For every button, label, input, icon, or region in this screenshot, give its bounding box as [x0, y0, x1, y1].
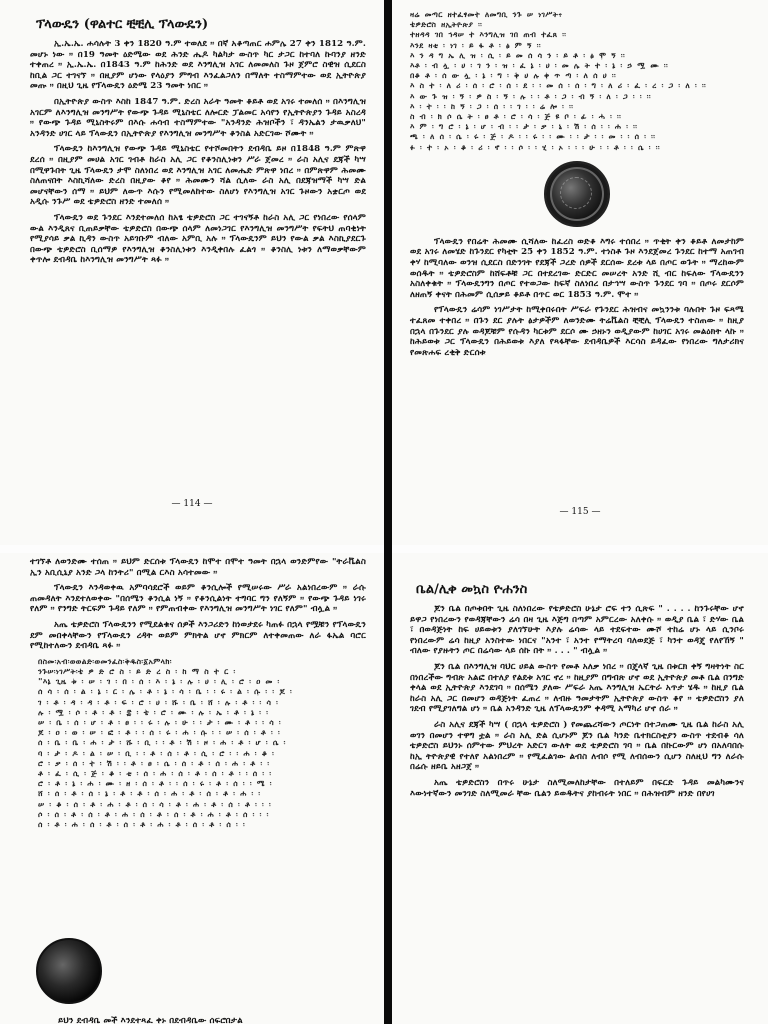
- letter-line: ሰ ሳ ፡ ሰ ፡ ል ፡ ኔ ፡ ር ፡ ሌ ፡ ቶ ፡ ኔ ፡ ሳ ፡ ቤ ፡ ፡ ሩ ፡ ል ፡ ሱ ፡ ፡ ጆ ፡: [38, 687, 293, 697]
- cut-off-line: [0, 1014, 384, 1024]
- letter-line: ሶ ፡ ሰ ፡ ቶ ፡ ሰ ፡ ቶ ፡ ሐ ፡ ሰ ፡ ቶ ፡ ሰ ፡ ቶ ፡ ሐ ፡ ቶ ፡ ሰ ፡ ፡ ፡: [38, 809, 269, 819]
- letter-line: ሰ ፡ ቤ ፡ ቤ ፡ ሐ ፡ ታ ፡ ሹ ፡ ቢ ፡ ፡ ቶ ፡ ሽ ፡ ዞ ፡ ሐ ፡ ቶ ፡ ሆ ፡ ሴ ፡: [38, 738, 286, 748]
- paragraph: ፕላውዴን የበሬት ሕመሙ ሲሻለው ከፈረስ ወድቆ እግሩ ተሰበረ ። ጥቂት ቀን ቆይቶ ለመታከም ወደ አገሩ ለመሄድ ከጉንደር የካቲት 25 ቀን 1852 ዓ.ም. ተነስቶ ጉዞ እንደጀመረ ጉንደር ከተማ አጠገብ ቀሃ ከሚባለው ወንዝ ሲደርስ በድንገት የደጃች ጋረድ ሰዎች ደርሰው ደረቱ ላይ በጦር ወጉት ። ማረከውም ወሰዱት ። ቴዎድሮስም ከሸፍቶቹ ጋር በተደረገው ድርድር መሠረት አንድ ሺ ብር ከፍለው ፕላውዴንን አስለቀቁት ። ፕላውዴንግን በጦር የተወጋው ከፍኛ ስለነበረ በታኅሣ ውስጥ ጉንደር ገባ ። በጦሩ ደርሶም ለዘጠኝ ቀናት በሕመም ሲሰቃይ ቆይቶ በጥር ወር 1853 ዓ.ም. ሞተ ።: [410, 236, 744, 300]
- letter-line: ጆ ፡ ዐ ፡ ወ ፡ ሠ ፡ ፎ ፡ ቶ ፡ ፡ ሰ ፡ ሩ ፡ ሐ ፡ ሱ ፡ ፡ ሠ ፡ ሰ ፡ ቶ ፡ ፡: [38, 728, 281, 738]
- letter-line: እቶ ፡ ብ ሏ ፡ ሀ ፡ ገ ን ፡ ዝ ፡ ፈ ኔ ፡ ሀ ፡ መ ሌ ት ተ ፡ ኔ ፡ ኃ ሟ ሙ ፡፡: [410, 61, 669, 71]
- section-heading-plowden: ፕላውዴን (ዋልተር ቺቺሊ ፕላውዴን): [36, 17, 209, 32]
- paragraph: አጤ ቴዎድሮስ ፕላውዴንን የሚደልቁና ሰዎች እንጋሪድን ከነወታደሩ ካጠፉ በኋላ የሟቹን የፕላውዴን ደም መበቀላቸውን የፕላውዴን ረዳት ወይም ምክትል ሆኖ ምክርም ለተቀመጠው ለራ ፋኤል ባሮር የሚከተለውን ደብዳቤ ጻፉ ።: [30, 619, 366, 652]
- letter-line: ጫ ፡ ለ ሰ ፡ ሴ ፡ ሩ ፡ ጅ ፡ ዶ ፡ ፡ ሩ ፡ ፡ ሙ ፡ ፡ ታ ፡ ፡ መ ፡ ፡ ሰ ፡ ፡፡: [410, 132, 656, 142]
- letter-line: ስ ብ ፡ ክ ሶ ሴ ት ፡ ፀ ቶ ፡ ሮ ፡ ሳ ፡ ጅ ዩ ቦ ፡ ፊ ፡ ሓ ፡ ፡፡: [410, 112, 622, 122]
- royal-seal-icon: [544, 161, 610, 227]
- cut-off-text: ይህን ደብዳቤ መች እንደተጻፈ ቀኑ በደብዳቤው ሰፍሮበታል: [58, 1016, 243, 1024]
- letter-line: ሮ ፡ ቶ ፡ ኔ ፡ ሐ ፡ ሙ ፡ ዘ ፡ ሰ ፡ ቶ ፡ ፡ ሰ ፡ ሩ ፡ ቶ ፡ ሰ ፡ ፡ ሜ ፡: [38, 779, 272, 789]
- page-115: [392, 0, 768, 545]
- letter-line: በቆ ቶ ፡ ሰ ው ሏ ፡ ኔ ፡ ግ ፡ ቅ ሀ ሉ ቀ ጥ ጣ ፡ ለ ሰ ሀ ፡፡: [410, 71, 617, 81]
- page-117: [392, 553, 768, 1024]
- letter-line: እ ስ ተ ፡ ለ ሪ ፡ ሰ ፡ ሮ ፡ ሰ ፡ ደ ፡ ፡ መ ሰ ፡ ሰ ፡ ግ ፡ ለ ሪ ፡ ፈ ፡ ረ ፡ ጋ ፡ ለ ፡ ፡፡: [410, 81, 707, 91]
- letter-line: ሉ ፡ ሟ ፡ ሶ ፡ ቶ ፡ ቶ ፡ ፰ ፡ ቴ ፡ ሮ ፡ ሙ ፡ ሉ ፡ ኤ ፡ ቶ ፡ ኔ ፡ ፡: [38, 707, 269, 717]
- page-break-left: [0, 545, 384, 553]
- paragraph: አጤ ቴዎድሮስን በጥሩ ሁኔታ ስለሚመለከታቸው በተለይም በፍርድ ጉዳይ መልካሙንና እውነተኛውን መንገድ ስለሚመራ ቸው ቤልን ይወዱትና ያከብሩት ነበር ። በሕዝብም ዘንድ በየሀገ: [410, 777, 744, 799]
- page-break-right: [392, 545, 768, 553]
- letter-line: ቴዎድሮስ ዘኢትዮጵያ ፡፡: [410, 20, 483, 30]
- paragraph: ፕላውዴን ወደ ጉንደር እንደተመለሰ ከአፄ ቴዎድሮስ ጋር ተገናኝቶ ከራስ አሊ ጋር የነበረው የሰላም ውል እንዲጸና ቢጠይቃቸው ቴዎድሮስ በውጭ ሰላም ለመነጋገር የእንግሊዝ መንግሥት የፍትህ ጠባቂነት የሚያሳይ ቃል ኪዳን ውስጥ አይገቡም ብለው አምቢ አሉ ። ፕላውዴንም ይህን የውል ቃል እስኪያደርጉ በውጭ ቴዎድሮስ ቢሰማዎ የእንግሊዝ ቆንስሊነቱን እንዲቀበሉ ፈልጎ ። ቆንስሊ ነቱን ለማወቃቸውም ቀጥሎ ደብዳቤ ከእንግሊዝ መንግሥት ጻፉ ።: [30, 212, 366, 266]
- page-number: — 114 —: [171, 499, 213, 509]
- paragraph: የፕላውዴን ሬሳም ነገሥታት ከሚቀበሩበት ሥፍራ የጉንደር ሕዝብና መኳንንቱ ባሉበት ጉዞ ፍጻሜ ተፈጸመ ተቀበረ ። በጉን ደር ያሉት ፅታዎችም ለወንድሙ ትሬቬልስ ቺቺሊ ፕላውዴን ተስጠው ። ከዚያ በኋላ በጉንደር ያሉ ወዳጆቹም የሱዳን ካርቱም ደርሶ ሙ ኃዘኑን ወዲያውም ከሀገር አገሩ መልዕክት ላኩ ። ከሕይወቱ ጋር ፕላውዴን በሕይወቱ እያለ የጻፋቸው ደብዳቤዎች እርሳስ ይዳፈው የነበረው ግለታሪክና የመጽሐፍ ረቂቅ ድርሰቱ: [410, 305, 744, 358]
- paragraph: ተገኘቶ ለወንድሙ ተሰጠ ። ይህም ድርሰቱ ፕላውዴን ከሞተ በሞተ ዓመት በኋላ ወንድምየው "ትራቬልስ ኢን አቢሲኒያ አንድ ጋላ ከንትሪ" በሚል ርእስ አሳተመው ።: [30, 557, 366, 578]
- letter-line: ባ ፡ ታ ፡ ዶ ፡ ል ፡ ሠ ፡ ቢ ፡ ፡ ቶ ፡ ሰ ፡ ቶ ፡ ሲ ፡ ሮ ፡ ፡ ሐ ፡ ቆ ፡: [38, 748, 275, 758]
- letter-line: ተዘዳዳ ገበ ኅዳሠ ተ እንግሊዝ ገበ ጠብ ተፈጸ ፡፡: [410, 30, 567, 40]
- letter-line: እ ን ዳ ግ ኤ ሊ ዝ ፡ ሲ ፡ ይ መ ሰ ሳ ን ፡ ይ ቶ ፡ ፅ ሞ ኝ ፡፡: [410, 50, 626, 60]
- letter-line: ሠ ፡ ቆ ፡ ሰ ፡ ቶ ፡ ሐ ፡ ቶ ፡ ሰ ፡ ሳ ፡ ቶ ፡ ሐ ፡ ቶ ፡ ሰ ፡ ቶ ፡ ፡ ፡: [38, 799, 272, 809]
- page-114: [0, 0, 384, 545]
- paragraph: በኢትዮጵያ ውስጥ እስከ 1847 ዓ.ም. ድረስ አራት ዓመት ቆይቶ ወደ አገሩ ተመለሰ ። በእንግሊዝ አገርም ለእንግሊዝ መንግሥት የውጭ ጉዳይ ሚኒስቴር ለሎርድ ፓልመር አሳየን የኢትዮጵያን ጉዳይ አስረዳ ። የውጭ ጉዳይ ሚኒስትሩም በእሱ ሐሳብ ተስማምተው "አንዳንድ ሕዝቦችን ፣ ዳንኤልን ታዉቃለህ" አንዳንድ ሀገር ላይ ፕላውዴን በኢትዮጵያ የእንግሊዝ መንግሥት ቆንስል አድርገው ሾሙት ።: [30, 96, 366, 139]
- letter-line: እ ም ፡ ግ ሮ ፡ ኔ ፡ ሆ ፡ ብ ፡ ፡ ታ ፡ ቃ ፡ ኒ ፡ ሽ ፡ ሰ ፡ ፡ ሐ ፡ ፡፡: [410, 122, 638, 132]
- letter-line: ሮ ፡ ቃ ፡ ሰ ፡ ተ ፡ ሽ ፡ ፡ ቶ ፡ ፀ ፡ ሴ ፡ ሰ ፡ ቶ ፡ ሰ ፡ ሐ ፡ ቶ ፡ ፡: [38, 758, 270, 768]
- geez-letter: [30, 657, 366, 830]
- letter-line: ሸ ፡ ሰ ፡ ቶ ፡ ሰ ፡ ኔ ፡ ቶ ፡ ቶ ፡ ሰ ፡ ሐ ፡ ቶ ፡ ሰ ፡ ቶ ፡ ሐ ፡ ፡: [38, 789, 261, 799]
- letter-line: ዛሬ መጣር ዘተፈፃመተ ለመግቢ ንጉ ሠ ነገሥት፥: [410, 10, 563, 19]
- binding-gutter: [384, 0, 392, 1024]
- letter-line: እንደ ዛቲ ፡ ነገ ፡ ይ ፋ ቶ ፡ ፅ ም ኝ ፡፡: [410, 40, 541, 50]
- letter-line: ገ ፡ ቶ ፡ ዳ ፡ ዳ ፡ ቶ ፡ ፍ ፡ ሮ ፡ ሀ ፡ ሹ ፡ ቤ ፡ ሸ ፡ ሉ ፡ ቶ ፡ ፡ ሳ ፡: [38, 697, 279, 707]
- letter-line: እ ው ጉ ዝ ፡ ኝ ፡ ዎ ስ ፡ ኝ ፡ ሉ ፡ ፡ ቶ ፡ ጋ ፡ ብ ኝ ፡ ለ ፡ ጋ ፡ ፡ ፡፡: [410, 91, 651, 101]
- letter-text: [410, 10, 744, 153]
- paragraph: ፕላውዴን እንዳወቀዉ አምባሳደሮች ወይም ቆንሲሎች የሚሠሩው ሥራ አልነበረውም ። ራሱ ጠመዳለት እንደተለወቀው "በሰሜን ቆንሲል ነኝ ። የቆንሲልነት ተግባር ግን የለኝም ። የውጭ ጉዳይ ነገሩ የለም ። የንግድ ትርፍም ጉዳይ የለም ። የምጠብቀው የእንግሊዝ መንግሥት ነገር የለም" ብሏል ።: [30, 583, 366, 615]
- letter-line: እ ፡ ተ ፡ ፡ ከ ኝ ፡ ጋ ፡ ሰ ፡ ፡ ገ ፡ ፡ ሬ ሎ ፡ ፡፡: [410, 101, 574, 111]
- paragraph: ፕላውዴን ከእንግሊዝ የውጭ ጉዳይ ሚኒስቴር የተሾመበትን ደብዳቤ ይዞ በ1848 ዓ.ም ምጽዋ ደረሰ ። በዚያም መሀል አገር ገብቶ ከራስ አሊ ጋር የቆንስሊነቱን ሥራ ጀመረ ። ራስ አሊና ደጃች ካሣ በሚዋጉበት ጊዜ ፕላውዴን ታሞ ስለነበረ ወደ እንግሊዝ አገር ለመሔድ ምጽዋ ነበረ ። በምጽዋም ሕመሙ ስለጠናበት እስኪሻለው ድረስ በዚያው ቆየ ። ሕመሙን ሻል ሲለው ራስ አሊ በደጃዝማች ካሣ ድል መሆናቸውን ሰማ ። ይህም ለውጥ እሱን የሚመለከተው ስለሆነ የእንግሊዝ አገር ጉዞውን አቋርጦ ወደ አዲሱ ንጉሥ ወደ ቴዎድሮስ ዘንድ ተመለሰ ።: [30, 144, 366, 208]
- paragraph: ጆን ቤል በጦቱበት ጊዜ ስለነበረው የቴዎድሮስ ሁኔታ ሮፍ ተን ሲጽፍ " . . . . ከንጉሩቸው ሆኖ ይዋጋ የነበረውን የወዳጃቸውን ሬሳ በዛ ጊዜ እጅግ በጣም አምርረው አለቀሱ ። ወዲያ ቤል ፣ ድሃው ቤል ፣ በወዳጅነት ከፍ ሀይወቱን ያለገኘሁት እያሉ ሬሳው ላይ ተደፍተው ሙሾ ተከሬ ሆኑ ላይ ሲንቦሩ የነበረውም ሬሳ ከዚያ አንስተው ነበርና "አንተ ፣ አንተ የማትረባ ባለወደጅ ፣ ካንተ ወዳጄ የለየኸኝ " ብለው የያዙትን ጦር በሬሳው ላይ ሰኩ በት ። . . . " ብሏል ።: [410, 604, 744, 657]
- letter-line: ሠ ፡ ቤ ፡ ሰ ፡ ሆ ፡ ቶ ፡ ፀ ፡ ፡ ሩ ፡ ሉ ፡ ሁ ፡ ፡ ታ ፡ ሙ ፡ ቶ ፡ ፡ ሳ ፡: [38, 717, 281, 727]
- section-heading-bell: ቤል/ሊቀ መኳስ ዮሐንስ: [416, 582, 528, 597]
- letter-line: በስመ፡አብ፡ወወልድ፡ወመንፈስ፡ቅዱስ፡፩አምላክ፡: [38, 656, 172, 666]
- page-number: — 115 —: [559, 507, 601, 517]
- paragraph: ኢ.ኤ.ኤ. ሐሳሉት 3 ቀን 1820 ዓ.ም ተወለደ ። በኛ አቆጣጠር ሐምሌ 27 ቀን 1812 ዓ.ም. መሆኑ ነው ። በ19 ዓመት ዕድሜው ወደ ሕንድ ሔዶ ካልካታ ውስጥ ካር ታጋር ከተባለ ኩባንያ ዘንድ ተቀጠረ ። ኢ.ኤ.ኤ. በ1843 ዓ.ም ከሕንድ ወደ እንግሊዝ አገር ለመመለስ ጉዞ ጀምሮ ስዊዝ ሲደርስ ከቢል ጋር ተገናኘ ። በዚያም ሆነው የላዕያን ምግብ እንፈልጋለን በማለት ተስማምተው ወደ ኢትዮጵያ መጡ ። በዚህ ጊዜ የፕላውዴን ዕድሜ 23 ዓመት ነበር ።: [30, 39, 366, 92]
- page-116: [0, 553, 384, 1024]
- paragraph: ራስ አሊና ደጃች ካሣ ( በኋላ ቴዎድሮስ ) የመጨረሻውን ጦርነት በተጋጠሙ ጊዜ ቤል ከራስ አሊ ወገን በመሆን ተዋግ ቷል ። ራስ አሊ ድል ሲሆኑም ጆን ቤል ካንድ ቤተክርስቲያን ውስጥ ተደብቆ ሳለ ቴዎድሮስ ይህንኑ ሰምተው ምህረት አድርገ ውለት ወደ ቴዎድሮስ ገባ ። ቤል በኩርውም ሆነ በአለባበሱ ከኢ ትዮጵያዊ የተለየ አልነበረም ። የሚፈልገው ልብስ ለብሶ የሚ ለብሰውን ሲሆን ስለዚህ ግን ለራሱ በሬሱ ዘይቤ አዘጋጀ ።: [410, 719, 744, 773]
- letter-line: ቶ ፡ ፈ ፡ ሲ ፡ ጅ ፡ ቆ ፡ ቲ ፡ ሰ ፡ ሐ ፡ ሰ ፡ ቶ ፡ ሰ ፡ ቶ ፡ ፡ ሰ ፡ ፡: [38, 768, 272, 778]
- paragraph: ጆን ቤል በእንግሊዝ ባህር ሀይል ውስጥ የመቶ አለቃ ነበረ ። በጄላኛ ጊዜ በቱርክ ቀኝ ግዛትነት ስር በነበረችው ግብጽ አልፎ በተለያ የልደቱ አገር ኖረ ። ከዚያም በግብጽ ሆኖ ወደ ኢትዮጵያ መቶ ቤል በንግድ ቀላል ወደ ኢትዮጵያ እንደገባ ። በሰሜን ያለው ሥፍራ አጤ እንግሊዝ ኤርትራ አጥታ ሄዱ ። ከዚያ ቤል ከራስ አሊ ጋር በመሆን ወዳጅነት ፈጠረ ። ለብዙ ዓመታትም ኢትዮጵያ ውስጥ ቆየ ። ቴዎድሮስን ያለ ገደብ የሚያገለግል ሆነ ። ቤል አንዳንድ ጊዜ ለፕላውዴንም ቀዳሚ አማካሪ ሆኖ ሰራ ።: [410, 661, 744, 715]
- letter-line: ንጉሠ፡ነገሥት፡ቴ ዎ ድ ሮ ስ ፡ ይ ድ ረ ስ ፡ ከ ማ ስ ተ ር ፡: [38, 666, 236, 676]
- letter-line: ፉ ፡ ተ ፡ ኦ ፡ ቆ ፡ ሪ ፡ ኖ ፡ ፡ ሶ ፡ ፡ ሂ ፡ ኦ ፡ ፡ ፡ ሁ ፡ ፡ ቶ ፡ ፡ ሴ ፡ ፡፡: [410, 142, 660, 152]
- letter-line: ሰ ፡ ቶ ፡ ሐ ፡ ሰ ፡ ቶ ፡ ሰ ፡ ቶ ፡ ሐ ፡ ቶ ፡ ሰ ፡ ቶ ፡ ሰ ፡ ፡: [38, 820, 246, 829]
- letter-line: "እኔ ጊዜ ቱ ፡ ሠ ፡ ገ ፡ በ ፡ ሰ ፡ እ ፡ ኔ ፡ ሉ ፡ ሀ ፡ ሊ ፡ ሮ ፡ ዐ መ ፡: [38, 677, 280, 687]
- royal-seal-icon: [36, 938, 102, 1004]
